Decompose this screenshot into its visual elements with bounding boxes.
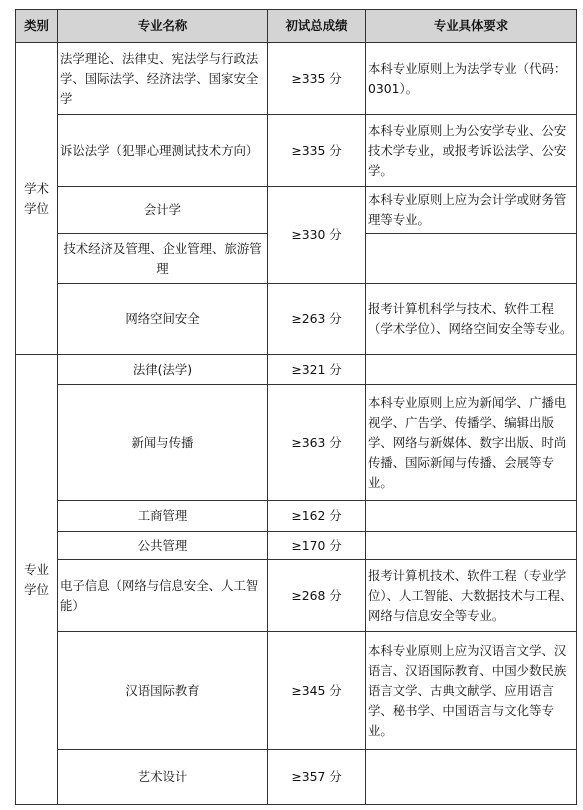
score: ≥321 分	[268, 355, 366, 385]
major-name: 新闻与传播	[58, 385, 268, 501]
table-row	[16, 632, 577, 750]
table-row	[16, 501, 577, 532]
score: ≥335 分	[268, 43, 366, 115]
table-row	[16, 43, 577, 115]
category-professional: 专业 学位	[16, 355, 58, 805]
major-name: 艺术设计	[58, 750, 268, 805]
requirement: 本科专业原则上应为新闻学、广播电视学、广告学、传播学、编辑出版学、网络与新媒体、数字出版、时尚传播、国际新闻与传播、会展等专业。	[366, 385, 577, 501]
table-row	[16, 385, 577, 501]
table-row	[16, 532, 577, 560]
score: ≥263 分	[268, 284, 366, 355]
admission-score-table	[15, 9, 577, 805]
table-row	[16, 284, 577, 355]
score: ≥357 分	[268, 750, 366, 805]
major-name: 电子信息（网络与信息安全、人工智能）	[58, 560, 268, 632]
table-header-row	[16, 10, 577, 43]
requirement	[366, 355, 577, 385]
requirement: 本科专业原则上应为汉语言文学、汉语言、汉语国际教育、中国少数民族语言文学、古典文献学、应用语言学、秘书学、中国语言与文化等专业。	[366, 632, 577, 750]
requirement	[366, 532, 577, 560]
category-academic: 学术 学位	[16, 43, 58, 355]
table-row	[16, 560, 577, 632]
score: ≥170 分	[268, 532, 366, 560]
major-name: 法学理论、法律史、宪法学与行政法学、国际法学、经济法学、国家安全学	[58, 43, 268, 115]
requirement	[366, 234, 577, 284]
major-name: 工商管理	[58, 501, 268, 532]
requirement: 报考计算机科学与技术、软件工程（学术学位）、网络空间安全等专业。	[366, 284, 577, 355]
requirement: 本科专业原则上为法学专业（代码：0301）。	[366, 43, 577, 115]
major-name: 汉语国际教育	[58, 632, 268, 750]
score: ≥330 分	[268, 187, 366, 284]
header-requirement: 专业具体要求	[366, 10, 577, 43]
table-row	[16, 355, 577, 385]
header-category: 类别	[16, 10, 58, 43]
major-name: 会计学	[58, 187, 268, 234]
major-name: 公共管理	[58, 532, 268, 560]
header-major-name: 专业名称	[58, 10, 268, 43]
table-row	[16, 187, 577, 234]
major-name: 技术经济及管理、企业管理、旅游管理	[58, 234, 268, 284]
major-name: 诉讼法学（犯罪心理测试技术方向）	[58, 115, 268, 187]
score: ≥363 分	[268, 385, 366, 501]
requirement: 报考计算机技术、软件工程（专业学位）、人工智能、大数据技术与工程、网络与信息安全等专业。	[366, 560, 577, 632]
major-name: 网络空间安全	[58, 284, 268, 355]
header-score: 初试总成绩	[268, 10, 366, 43]
score: ≥345 分	[268, 632, 366, 750]
table-row	[16, 115, 577, 187]
requirement: 本科专业原则上应为会计学或财务管理等专业。	[366, 187, 577, 234]
requirement: 本科专业原则上为公安学专业、公安技术学专业，或报考诉讼法学、公安学。	[366, 115, 577, 187]
requirement	[366, 501, 577, 532]
major-name: 法律(法学)	[58, 355, 268, 385]
score: ≥268 分	[268, 560, 366, 632]
score: ≥162 分	[268, 501, 366, 532]
requirement	[366, 750, 577, 805]
table-row	[16, 750, 577, 805]
score: ≥335 分	[268, 115, 366, 187]
